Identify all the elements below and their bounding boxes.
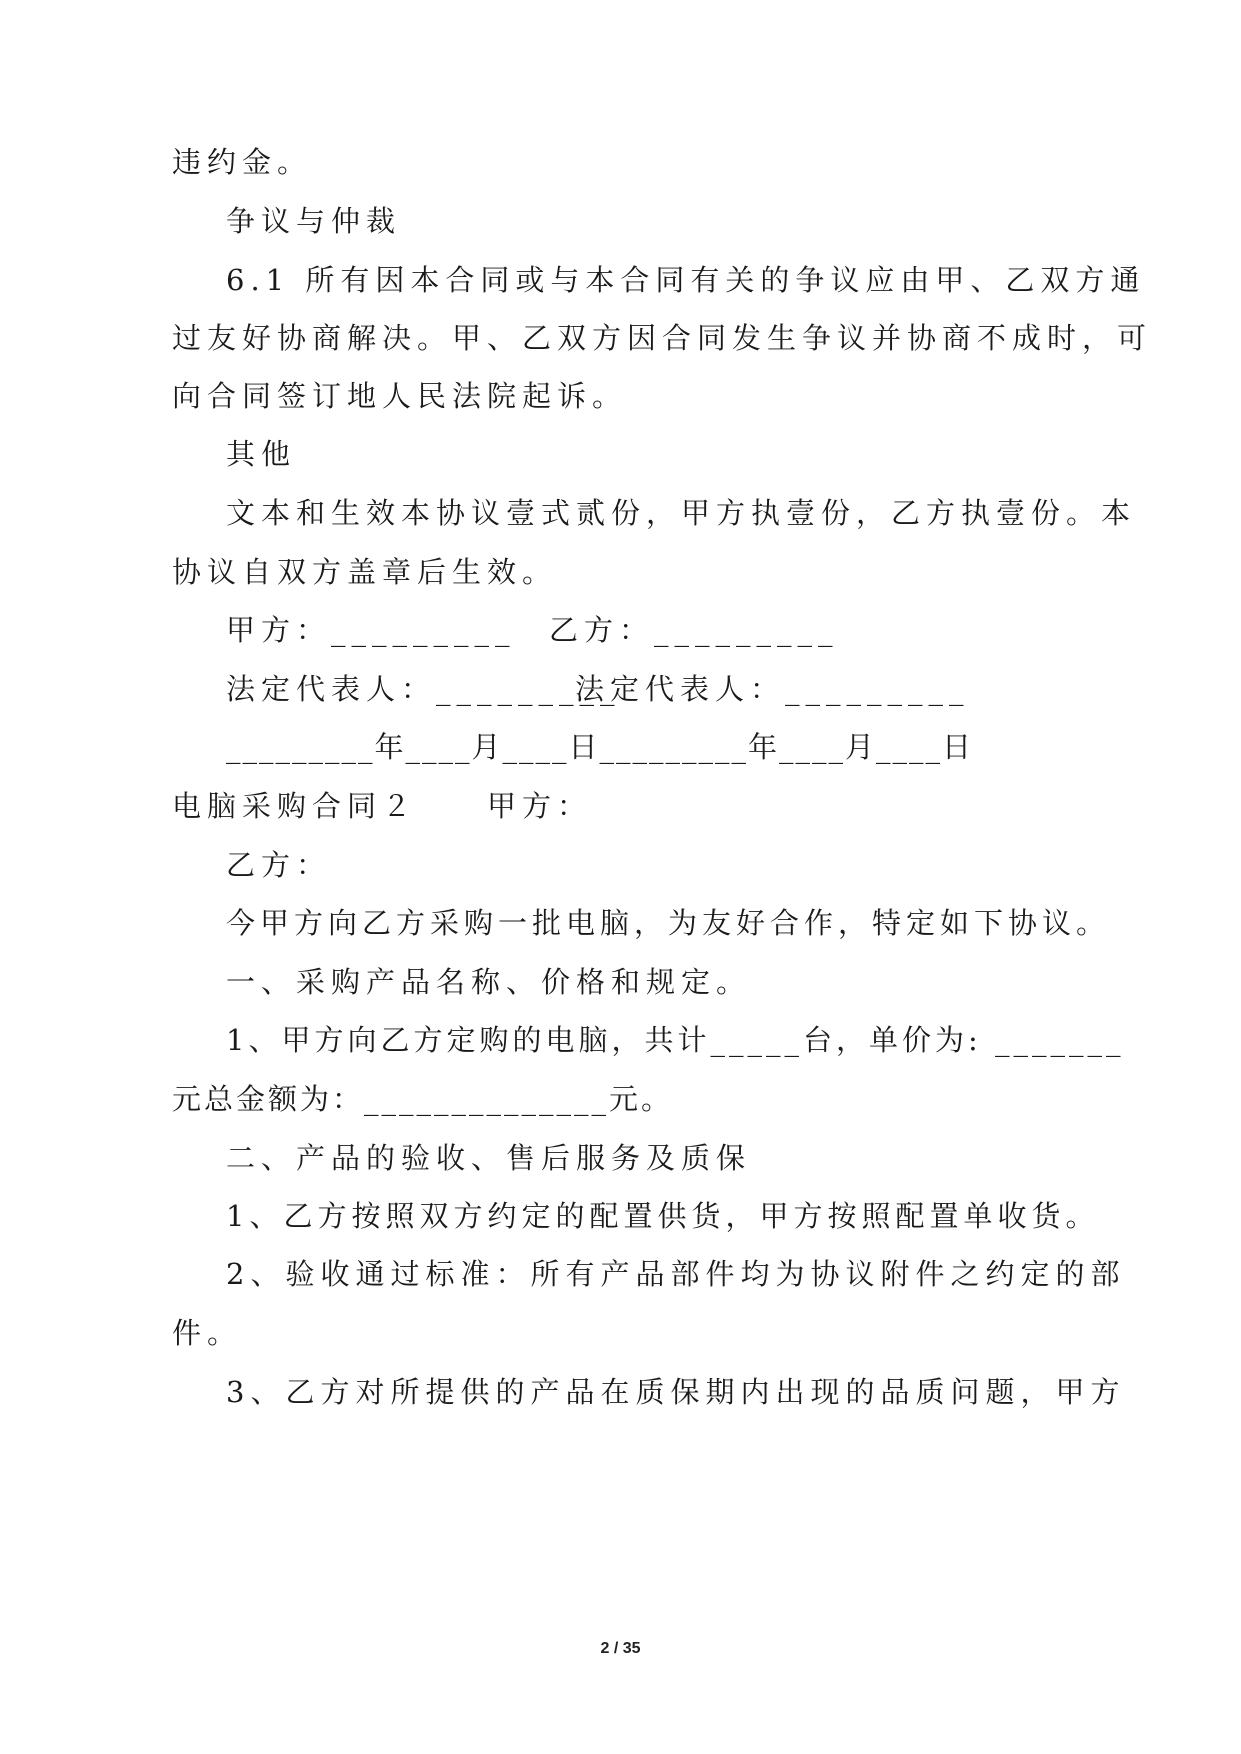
page-number: 2 / 35	[600, 1640, 641, 1657]
text-line: 1、乙方按照双方约定的配置供货，甲方按照配置单收货。	[226, 1199, 1100, 1233]
text-line: 今甲方向乙方采购一批电脑，为友好合作，特定如下协议。	[226, 906, 1111, 940]
party-a-signature-line: 甲方：_________	[226, 613, 516, 647]
date-line: _________年____月____日_________年____月____日	[226, 730, 974, 764]
text-line: 协议自双方盖章后生效。	[172, 555, 558, 589]
text-line: 件。	[172, 1316, 243, 1350]
section-heading: 争议与仲裁	[226, 204, 402, 238]
party-b-representative-line: 法定代表人：_________	[575, 672, 970, 706]
party-a-representative-line: 法定代表人：_________	[226, 672, 621, 706]
section-heading: 二、产品的验收、售后服务及质保	[226, 1141, 752, 1175]
section-heading: 一、采购产品名称、价格和规定。	[226, 965, 752, 999]
text-line: 1、甲方向乙方定购的电脑，共计_____台，单价为: _______	[226, 1023, 1125, 1057]
party-b-signature-line: 乙方：_________	[549, 613, 839, 647]
text-line: 文本和生效本协议壹式贰份，甲方执壹份，乙方执壹份。本	[226, 496, 1137, 530]
text-line: 过友好协商解决。甲、乙双方因合同发生争议并协商不成时，可	[172, 321, 1153, 355]
text-line: 违约金。	[172, 145, 313, 179]
text-line: 6.1 所有因本合同或与本合同有关的争议应由甲、乙双方通	[226, 263, 1146, 297]
text-line: 元总金额为：______________元。	[172, 1082, 674, 1116]
section-heading: 其他	[226, 437, 297, 471]
text-line: 乙方：	[226, 848, 332, 882]
text-line: 3、乙方对所提供的产品在质保期内出现的品质问题，甲方	[226, 1375, 1126, 1409]
text-line: 向合同签订地人民法院起诉。	[172, 379, 628, 413]
contract-title: 电脑采购合同２ 甲方：	[172, 789, 593, 823]
text-line: 2、验收通过标准：所有产品部件均为协议附件之约定的部	[226, 1257, 1126, 1291]
